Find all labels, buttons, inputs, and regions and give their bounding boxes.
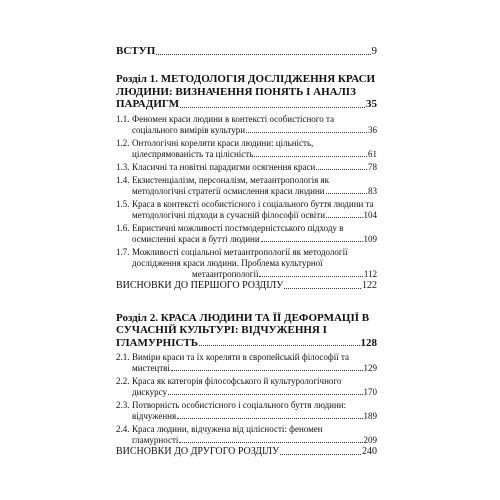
- item-page: 36: [368, 124, 377, 135]
- chapter-2-title-line: СУЧАСНІЙ КУЛЬТУРІ: ВІДЧУЖЕННЯ І: [116, 324, 327, 336]
- dot-leader: [326, 216, 362, 218]
- toc-item-1-3[interactable]: [116, 162, 377, 173]
- chapter-1-title-line: Розділ 1. МЕТОДОЛОГІЯ ДОСЛІДЖЕННЯ КРАСИ: [116, 73, 376, 85]
- item-text-line: Екзистенціалізм, персоналізм, метаантропологія як: [132, 174, 330, 185]
- dot-leader: [199, 344, 359, 346]
- item-number: 1.4.: [116, 174, 130, 185]
- item-page: 109: [363, 233, 377, 244]
- conclusion-2-title: ВИСНОВКИ ДО ДРУГОГО РОЗДІЛУ: [116, 446, 280, 457]
- toc-item-1-7[interactable]: [116, 247, 377, 280]
- toc-item-2-4[interactable]: [116, 424, 377, 446]
- item-page: 78: [368, 161, 377, 172]
- chapter-1-page: 35: [366, 98, 377, 110]
- dot-leader: [179, 441, 362, 443]
- dot-leader: [284, 287, 361, 289]
- item-text-line: осмисленні краси в бутті людини: [132, 233, 260, 244]
- item-text-line: Феномен краси людини в контексті особистісного та: [132, 113, 335, 124]
- item-text-line: Краса людини, відчужена від цілісності: феномен: [132, 424, 323, 434]
- dot-leader: [171, 369, 363, 371]
- conclusion-1-page: 122: [362, 279, 377, 291]
- item-text-line: соціального вимірів культури: [132, 124, 246, 135]
- toc-item-2-2[interactable]: [116, 376, 377, 398]
- item-text-line: методологічні підходи в сучасній філософії освіти: [132, 209, 326, 220]
- conclusion-1-title: ВИСНОВКИ ДО ПЕРШОГО РОЗДІЛУ: [116, 279, 284, 291]
- dot-leader: [180, 106, 365, 108]
- item-text-line: метаантропології: [192, 268, 259, 279]
- item-number: 1.5.: [116, 198, 130, 209]
- item-text-line: відчуження: [132, 411, 177, 421]
- item-number: 1.6.: [116, 222, 130, 233]
- item-text-line: методологічні стратегії осмислення краси людини: [132, 185, 325, 196]
- toc-item-1-1[interactable]: [116, 114, 377, 136]
- item-number: 1.3.: [116, 161, 130, 172]
- item-text-line: дискурсу: [132, 387, 168, 397]
- toc-item-2-1[interactable]: [116, 352, 377, 374]
- item-page: 104: [363, 209, 377, 220]
- chapter-2-page: 128: [360, 336, 377, 349]
- item-text-line: Онтологічні кореляти краси людини: цільність,: [132, 137, 314, 148]
- item-page: 189: [363, 411, 377, 421]
- item-text-line: цілеспрямованість та цілісність: [132, 148, 254, 159]
- item-page: 170: [363, 387, 377, 397]
- dot-leader: [280, 453, 361, 455]
- table-of-contents: [116, 45, 377, 458]
- toc-conclusion-1[interactable]: [116, 280, 377, 292]
- item-number: 1.2.: [116, 137, 130, 148]
- item-page: 209: [363, 435, 377, 445]
- toc-item-1-4[interactable]: [116, 175, 377, 197]
- item-number: 1.1.: [116, 113, 130, 124]
- item-number: 1.7.: [116, 246, 130, 257]
- item-text-line: Краса як категорія філософського й культурологічного: [132, 376, 342, 386]
- toc-item-1-6[interactable]: [116, 223, 377, 245]
- item-text-line: Краса в контексті особистісного і соціального буття людини та: [132, 198, 374, 209]
- dot-leader: [316, 168, 367, 170]
- item-number: 2.3.: [116, 400, 130, 410]
- chapter-1-title-line: ЛЮДИНИ: ВИЗНАЧЕННЯ ПОНЯТЬ І АНАЛІЗ: [116, 85, 356, 98]
- item-text-line: дослідження краси людини. Проблема культурної: [132, 257, 323, 268]
- dot-leader: [246, 131, 367, 133]
- dot-leader: [168, 393, 362, 395]
- dot-leader: [254, 155, 367, 157]
- toc-intro[interactable]: [116, 45, 377, 58]
- dot-leader: [177, 417, 362, 419]
- item-number: 2.2.: [116, 376, 130, 386]
- item-text-line: Можливості соціальної метаантропології як методології: [132, 246, 348, 257]
- toc-conclusion-2[interactable]: [116, 446, 377, 458]
- item-page: 129: [363, 363, 377, 373]
- toc-chapter-2[interactable]: [116, 312, 377, 350]
- toc-chapter-1[interactable]: [116, 73, 377, 111]
- item-number: 2.4.: [116, 424, 130, 434]
- chapter-2-title-line: ГЛАМУРНІСТЬ: [116, 336, 199, 349]
- item-text-line: Евристичні можливості постмодерністського підходу в: [132, 222, 344, 233]
- dot-leader: [261, 240, 363, 242]
- item-page: 61: [368, 148, 377, 159]
- toc-intro-title: ВСТУП: [116, 45, 156, 57]
- item-page: 83: [368, 185, 377, 196]
- dot-leader: [156, 53, 370, 55]
- toc-intro-page: 9: [371, 45, 377, 57]
- item-text-line: Виміри краси та їх кореляти в європейській філософії та: [132, 352, 350, 362]
- item-page: 112: [363, 268, 377, 279]
- item-text-line: мистецтві: [132, 363, 170, 373]
- conclusion-2-page: 240: [362, 446, 377, 457]
- item-text-line: Класичні та новітні парадигми осягнення краси: [132, 161, 316, 172]
- toc-item-2-3[interactable]: [116, 400, 377, 422]
- dot-leader: [259, 275, 362, 277]
- toc-item-1-5[interactable]: [116, 199, 377, 221]
- toc-item-1-2[interactable]: [116, 138, 377, 160]
- chapter-2-title-line: Розділ 2. КРАСА ЛЮДИНИ ТА ЇЇ ДЕФОРМАЦІЇ В: [116, 311, 370, 324]
- item-number: 2.1.: [116, 352, 130, 362]
- dot-leader: [326, 192, 367, 194]
- item-text-line: гламурності: [132, 435, 179, 445]
- item-text-line: Потворність особистісного і соціального буття людини:: [132, 400, 347, 410]
- chapter-1-title-line: ПАРАДИГМ: [116, 98, 180, 110]
